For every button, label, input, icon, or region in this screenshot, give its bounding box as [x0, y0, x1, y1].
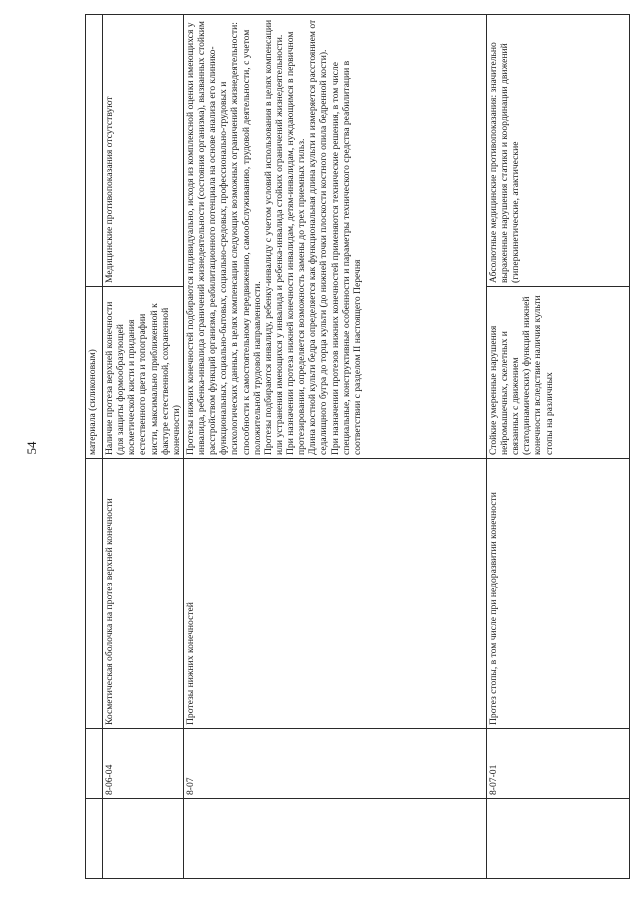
paragraph: Протезы подбираются инвалиду, ребенку-инвалиду с учетом условий использования в целях компенсации или устранения имеющихся у инвалида и ребенка-инвалида стойких ограничений жизнедеятельности.	[262, 19, 285, 455]
code-cell: 8-06-04	[103, 729, 184, 799]
empty-cell	[86, 729, 103, 799]
name-cell: Протезы нижних конечностей	[183, 459, 486, 729]
name-cell: Протез стопы, в том числе при недоразвитии конечности	[486, 459, 629, 729]
page-number: 54	[24, 441, 39, 455]
contraindications-cell: Абсолютные медицинские противопоказания: значительно выраженные нарушения статики и координации движений (гиперкинетические, атактические	[486, 15, 629, 287]
contraindications-cell: Медицинские противопоказания отсутствуют	[103, 15, 184, 287]
table-row	[103, 15, 184, 879]
document-table	[85, 14, 630, 879]
empty-cell	[183, 799, 486, 879]
characteristics-cell: материала (силиконовым)	[86, 287, 103, 459]
empty-cell	[103, 799, 184, 879]
empty-cell	[86, 15, 103, 287]
code-cell: 8-07-01	[486, 729, 629, 799]
paragraph: При назначении протезов нижних конечностей применяются технические решения, в том числе специальные, конструктивные особенности и параметры технического средства реабилитации в соответствии с разделом II настоящего Перечня	[329, 60, 363, 455]
code-cell: 8-07	[183, 729, 486, 799]
table-row	[183, 15, 486, 879]
table-row-continuation	[86, 15, 103, 879]
description-cell	[183, 15, 486, 459]
empty-cell	[86, 799, 103, 879]
paragraph: Протезы нижних конечностей подбираются индивидуально, исходя из комплексной оценки имеющихся у инвалида, ребенка-инвалида ограничений жизнедеятельности (состояния организма), вызванных стойким расстройством функций организма, реабилитационного потенциала на основе анализа его клинико-функциональных, социально-бытовых, социально-средовых, профессионально-трудовых и психологических данных, в целях компенсации следующих возможных ограничений жизнедеятельности: способности к самостоятельному передвижению, самообслуживанию, трудовой деятельности, с учетом положительной трудовой направленности.	[184, 21, 263, 455]
paragraph: При назначении протеза нижней конечности инвалидам, детям-инвалидам, нуждающимся в первичном протезировании, определяется возможность замены до трех приемных гильз.	[285, 31, 308, 455]
name-cell: Косметическая оболочка на протез верхней конечности	[103, 459, 184, 729]
paragraph: Длина костной культи бедра определяется как функциональная длина культи и измеряется расстоянием от седалищного бугра до торца культи (до нижней точки плоскости костного опила бедренной кости).	[307, 19, 330, 455]
characteristics-cell: Стойкие умеренные нарушения нейромышечных, скелетных и связанных с движением (статодинамических) функций нижней конечности вследствие наличия культи стопы на различных	[486, 287, 629, 459]
empty-cell	[486, 799, 629, 879]
table-row	[486, 15, 629, 879]
empty-cell	[86, 459, 103, 729]
rotated-page	[85, 15, 630, 879]
characteristics-cell: Наличие протеза верхней конечности (для защиты формообразующей косметической кисти и придания естественного цвета и топографии кисти, максимально приближенной к фактуре естественной, сохраненной конечности)	[103, 287, 184, 459]
